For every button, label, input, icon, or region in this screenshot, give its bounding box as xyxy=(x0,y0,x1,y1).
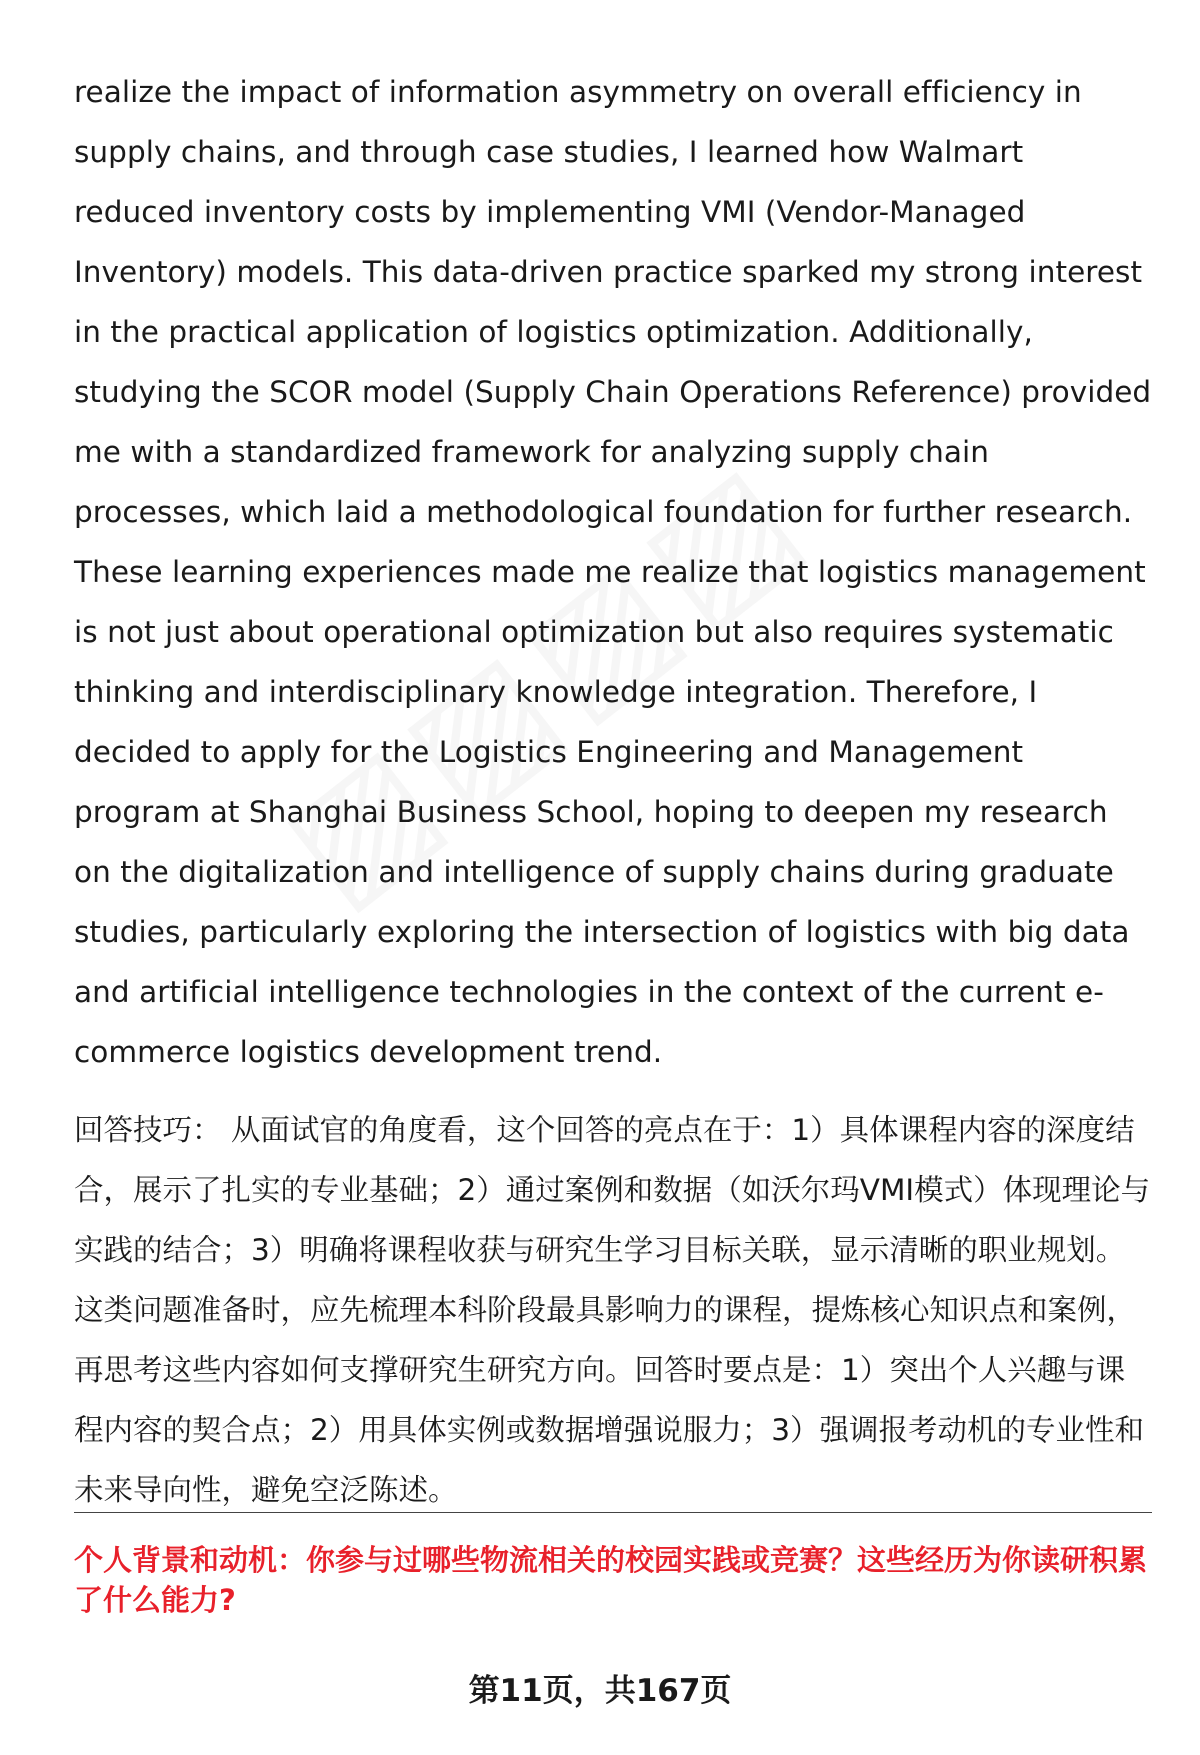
page-number-footer: 第11页，共167页 xyxy=(468,1673,732,1709)
answer-tips-paragraph: 回答技巧： 从面试官的角度看，这个回答的亮点在于：1）具体课程内容的深度结合，展示了扎实的专业基础；2）通过案例和数据（如沃尔玛VMI模式）体现理论与实践的结合；3）明确将课程收获与研究生学习目标关联，显示清晰的职业规划。这类问题准备时，应先梳理本科阶段最具影响力的课程，提炼核心知识点和案例，再思考这些内容如何支撑研究生研究方向。回答时要点是：1）突出个人兴趣与课程内容的契合点；2）用具体实例或数据增强说服力；3）强调报考动机的专业性和未来导向性，避免空泛陈述。 xyxy=(74,1113,1151,1507)
page-content xyxy=(74,62,1152,1520)
next-question-heading: 个人背景和动机：你参与过哪些物流相关的校园实践或竞赛？这些经历为你读研积累了什么能力? xyxy=(74,1543,1148,1617)
section-divider xyxy=(74,1512,1152,1513)
answer-paragraph: realize the impact of information asymmetry on overall efficiency in supply chains, and through case studies, I learned how Walmart reduced inventory costs by implementing VMI (Vendor-Managed Inventory) models. This data-driven practice sparked my strong interest in the practical application of logistics optimization. Additionally, studying the SCOR model (Supply Chain Operations Reference) provided me with a standardized framework for analyzing supply chain processes, which laid a methodological foundation for further research. These learning experiences made me realize that logistics management is not just about operational optimization but also requires systematic thinking and interdisciplinary knowledge integration. Therefore, I decided to apply for the Logistics Engineering and Management program at Shanghai Business School, hoping to deepen my research on the digitalization and intelligence of supply chains during graduate studies, particularly exploring the intersection of logistics with big data and artificial intelligence technologies in the context of the current e-commerce logistics development trend. xyxy=(74,75,1152,1069)
